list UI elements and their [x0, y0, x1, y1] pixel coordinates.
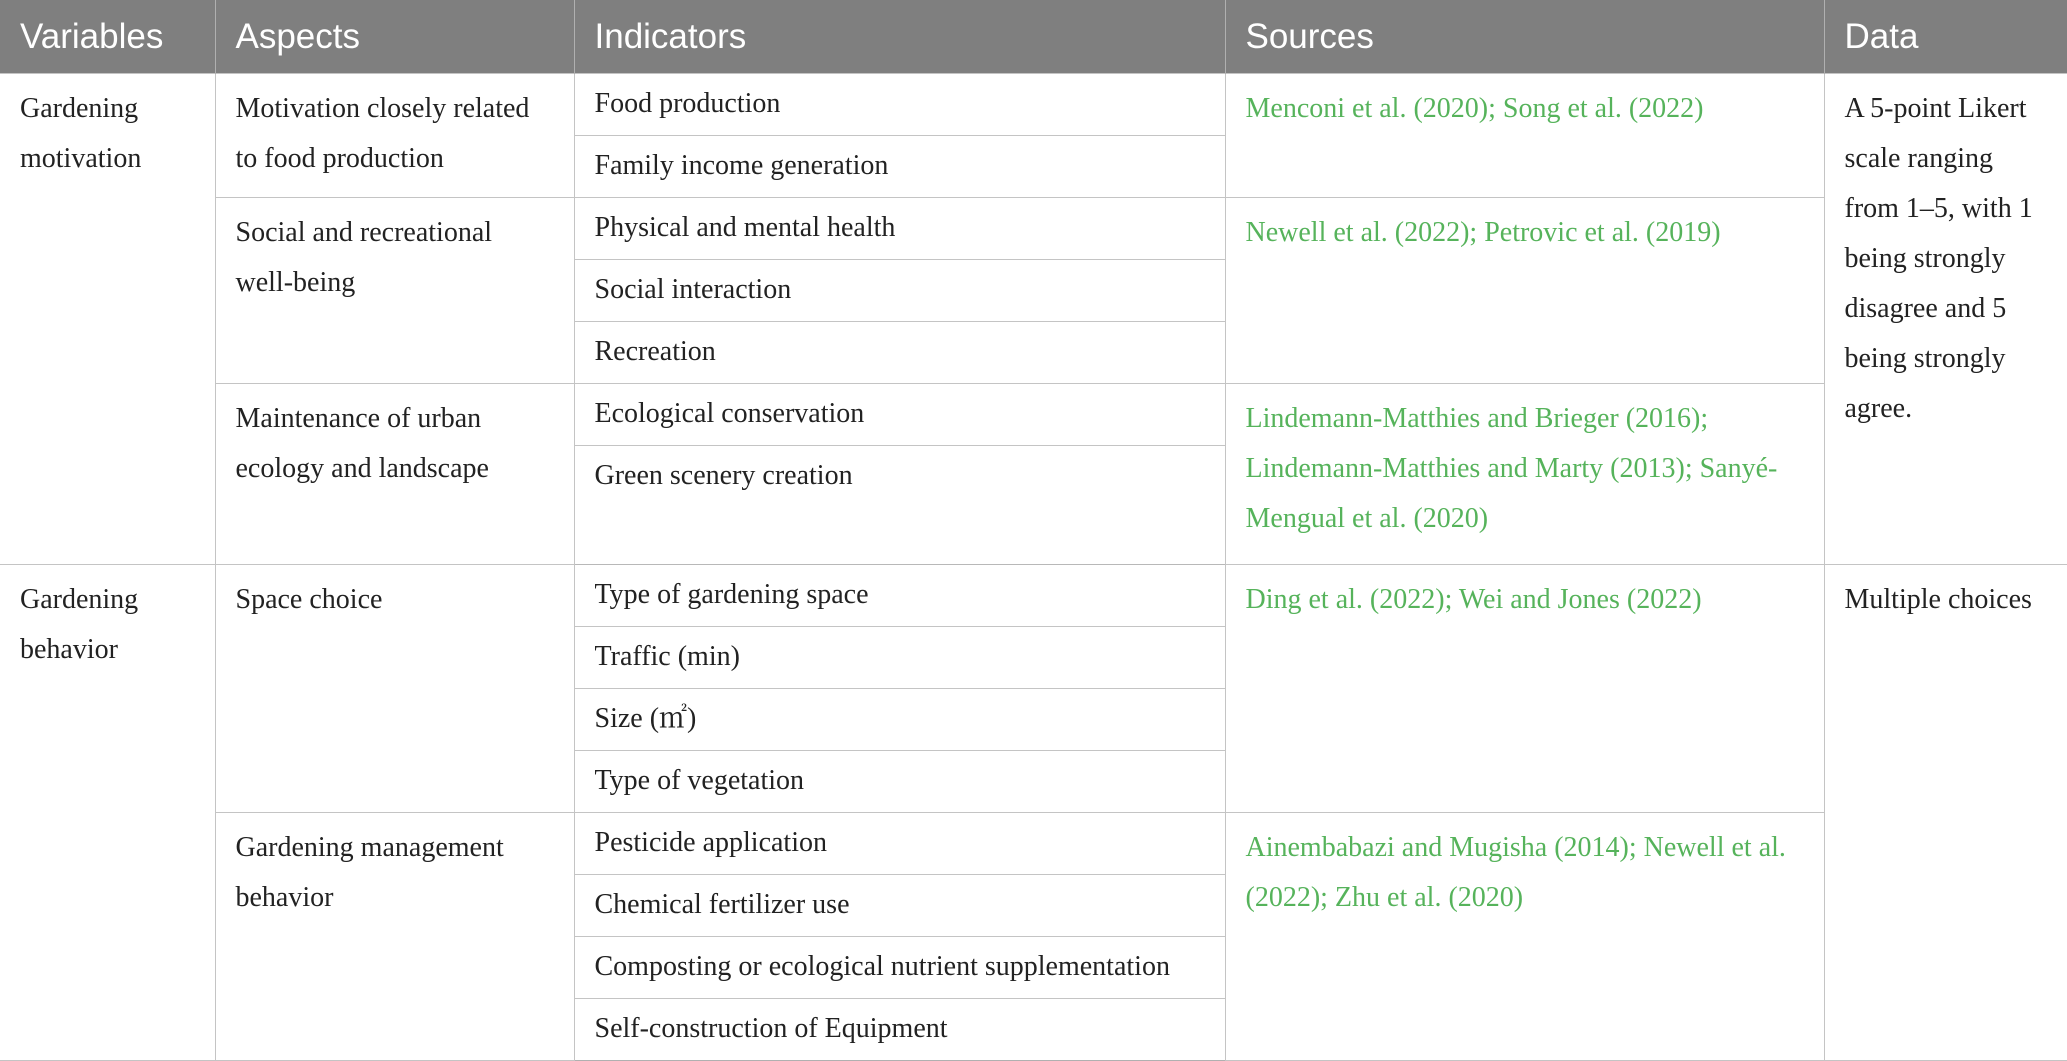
table-row [0, 384, 2067, 446]
indicator-cell: Social interaction [574, 260, 1225, 322]
source-cell: Ainembabazi and Mugisha (2014); Newell et al. (2022); Zhu et al. (2020) [1225, 813, 1824, 1061]
data-cell: Multiple choices [1824, 565, 2067, 1061]
indicator-cell: Ecological conservation [574, 384, 1225, 446]
table-row [0, 74, 2067, 136]
source-cell: Ding et al. (2022); Wei and Jones (2022) [1225, 565, 1824, 813]
indicator-cell: Traffic (min) [574, 627, 1225, 689]
indicator-cell: Type of gardening space [574, 565, 1225, 627]
header-row [0, 0, 2067, 74]
variable-cell: Gardening behavior [0, 565, 215, 1061]
header-indicators: Indicators [574, 0, 1225, 74]
indicator-cell: Green scenery creation [574, 446, 1225, 565]
aspect-cell: Social and recreational well-being [215, 198, 574, 384]
indicator-cell: Size (㎡) [574, 689, 1225, 751]
header-data: Data [1824, 0, 2067, 74]
aspect-cell: Space choice [215, 565, 574, 813]
indicator-cell: Composting or ecological nutrient supplementation [574, 937, 1225, 999]
table-row [0, 198, 2067, 260]
indicator-cell: Chemical fertilizer use [574, 875, 1225, 937]
source-cell: Menconi et al. (2020); Song et al. (2022) [1225, 74, 1824, 198]
variable-cell: Gardening motivation [0, 74, 215, 565]
indicator-cell: Recreation [574, 322, 1225, 384]
aspect-cell: Gardening management behavior [215, 813, 574, 1061]
table-row [0, 813, 2067, 875]
indicator-cell: Food production [574, 74, 1225, 136]
table-row [0, 565, 2067, 627]
indicator-cell: Self-construction of Equipment [574, 999, 1225, 1061]
header-sources: Sources [1225, 0, 1824, 74]
aspect-cell: Maintenance of urban ecology and landscape [215, 384, 574, 565]
data-cell: A 5-point Likert scale ranging from 1–5, with 1 being strongly disagree and 5 being strongly agree. [1824, 74, 2067, 565]
aspect-cell: Motivation closely related to food production [215, 74, 574, 198]
header-aspects: Aspects [215, 0, 574, 74]
source-cell: Newell et al. (2022); Petrovic et al. (2019) [1225, 198, 1824, 384]
header-variables: Variables [0, 0, 215, 74]
indicator-cell: Family income generation [574, 136, 1225, 198]
source-cell: Lindemann-Matthies and Brieger (2016); Lindemann-Matthies and Marty (2013); Sanyé-Mengual et al. (2020) [1225, 384, 1824, 565]
indicator-cell: Pesticide application [574, 813, 1225, 875]
indicator-cell: Type of vegetation [574, 751, 1225, 813]
indicator-cell: Physical and mental health [574, 198, 1225, 260]
